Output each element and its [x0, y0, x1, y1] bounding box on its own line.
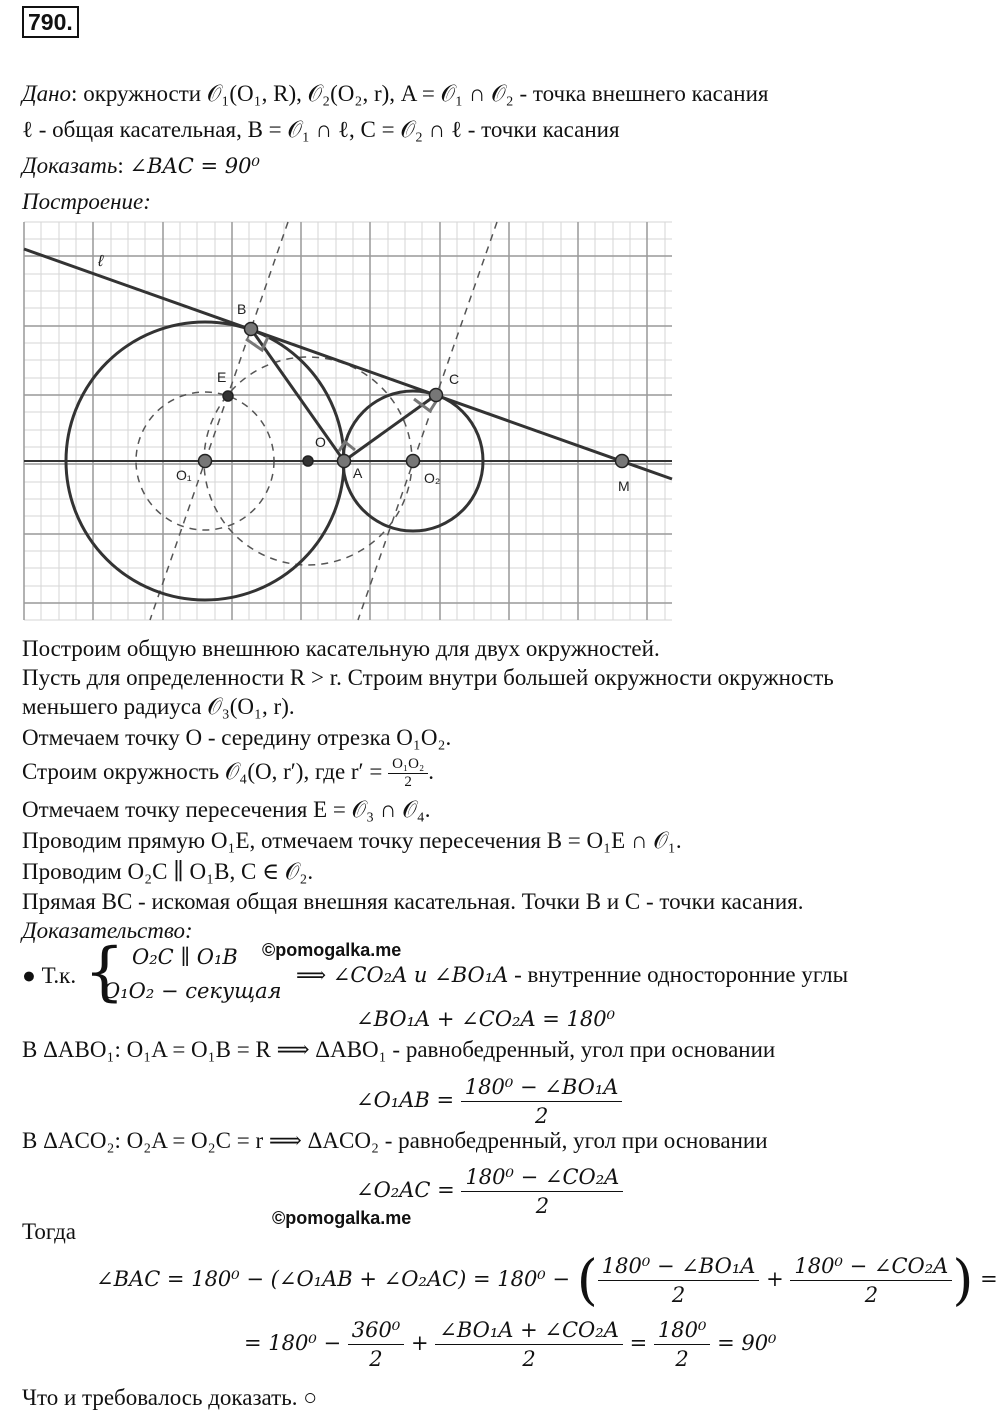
final-1-frac-1 [598, 1252, 760, 1309]
final-2-frac-3 [654, 1316, 711, 1373]
label-a: A [353, 465, 363, 481]
proof-label: Доказательство: [22, 918, 193, 943]
angle-2-lhs: ∠O₂AC = [356, 1178, 455, 1202]
final-2-start: = 180⁰ − [244, 1331, 342, 1355]
given-line-2: ℓ - общая касательная, B = 𝒪₁ ∩ ℓ, C = 𝒪₂ ∩ ℓ - точки касания [22, 117, 620, 142]
label-o: O [315, 434, 326, 450]
angle-1-formula [356, 1070, 622, 1130]
step-2: Пусть для определенности R > r. Строим внутри большей окружности окружность [22, 665, 834, 690]
construction-label: Построение: [22, 189, 151, 214]
implies-expr [296, 960, 848, 990]
prove-statement: ∠BAC = 90⁰ [129, 154, 260, 178]
line-o2c [358, 222, 497, 620]
step-6: Отмечаем точку пересечения E = 𝒪₃ ∩ 𝒪₄. [22, 797, 431, 822]
final-line-1: ∠BAC = 180⁰ − (∠O₁AB + ∠O₂AC) = 180⁰ − ( $\frac{\text{180⁰ − ∠BO₁A}}{2}$ + $\frac{\text{180⁰ − ∠CO₂A}}{2}$ ) = [96, 1248, 998, 1312]
final-2-frac-2 [435, 1316, 623, 1373]
angle-2-den: 2 [535, 1194, 550, 1218]
point-e [223, 391, 233, 401]
final-2-f3-den: 2 [675, 1347, 689, 1371]
step-3: меньшего радиуса 𝒪₃(O₁, r). [22, 694, 295, 719]
final-2-f2-num: ∠BO₁A + ∠CO₂A [435, 1316, 623, 1345]
r-prime-fraction [388, 756, 428, 791]
final-2-frac-1 [348, 1316, 405, 1373]
angle-1-lhs: ∠O₁AB = [356, 1088, 455, 1112]
label-c: C [449, 371, 460, 387]
step-8: Проводим O₂C ∥ O₁B, C ∈ 𝒪₂. [22, 859, 314, 884]
point-c [430, 389, 443, 402]
implies-angles: ⟹ ∠CO₂A и ∠BO₁A [296, 963, 509, 987]
r-prime-num: O₁O₂ [388, 756, 428, 774]
final-2-f3-num: 180⁰ [654, 1316, 711, 1345]
final-2-f1-num: 360⁰ [348, 1316, 405, 1345]
proof-bullet: ● Т.к. [22, 963, 77, 988]
angle-sum: ∠BO₁A + ∠CO₂A = 180⁰ [356, 1007, 616, 1031]
triangle-1: В ΔABO₁: O₁A = O₁B = R ⟹ ΔABO₁ - равнобедренный, угол при основании [22, 1037, 776, 1062]
line-o1e [150, 222, 288, 620]
system-line-2: O₁O₂ − секущая [103, 979, 282, 1003]
watermark-2: ©pomogalka.me [272, 1208, 412, 1228]
final-1-frac-2 [790, 1252, 952, 1309]
r-prime-den: 2 [404, 774, 412, 791]
final-1-eq: = [980, 1267, 998, 1291]
implies-text: - внутренние односторонние углы [508, 962, 849, 987]
given-line-1: Дано: окружности 𝒪₁(O₁, R), 𝒪₂(O₂, r), A = 𝒪₁ ∩ 𝒪₂ - точка внешнего касания [22, 81, 769, 106]
label-m: M [618, 478, 630, 494]
point-o [303, 456, 313, 466]
final-line-2 [244, 1312, 776, 1374]
label-o1: O₁ [176, 467, 192, 483]
watermark-1: ©pomogalka.me [262, 940, 402, 960]
geometry-figure [0, 222, 960, 632]
final-1-plus: + [766, 1267, 784, 1291]
angle-1-den: 2 [534, 1104, 549, 1128]
grid [24, 222, 672, 620]
final-1-f2-num: 180⁰ − ∠CO₂A [790, 1252, 952, 1281]
prove-label: Доказать [22, 153, 118, 178]
step-5-text: Строим окружность 𝒪₄(O, r′), где r′ = [22, 759, 389, 784]
step-9: Прямая BC - искомая общая внешняя касательная. Точки B и C - точки касания. [22, 889, 804, 914]
angle-1-num: 180⁰ − ∠BO₁A [461, 1073, 623, 1102]
final-1-f1-den: 2 [671, 1283, 686, 1307]
step-7: Проводим прямую O₁E, отмечаем точку пересечения B = O₁E ∩ 𝒪₁. [22, 828, 682, 853]
label-e: E [217, 369, 227, 385]
then-label: Тогда [22, 1219, 77, 1244]
final-1-f1-num: 180⁰ − ∠BO₁A [598, 1252, 760, 1281]
point-a [338, 455, 351, 468]
label-l: ℓ [98, 253, 104, 270]
final-2-plus: + [410, 1331, 429, 1355]
qed: Что и требовалось доказать. ○ [22, 1385, 318, 1410]
step-4: Отмечаем точку O - середину отрезка O₁O₂. [22, 725, 452, 750]
angle-2-num: 180⁰ − ∠CO₂A [461, 1163, 623, 1192]
triangle-2: В ΔACO₂: O₂A = O₂C = r ⟹ ΔACO₂ - равнобедренный, угол при основании [22, 1128, 768, 1153]
point-b [245, 323, 258, 336]
step-5: Строим окружность 𝒪₄(O, r′), где r′ = $\frac{\text{O₁O₂}}{2}$ . [22, 756, 434, 791]
system-brace: { [84, 935, 125, 1009]
angle-1-fraction [461, 1073, 623, 1130]
given-label: Дано [22, 81, 72, 106]
problem-number: 790. [22, 6, 79, 38]
point-m [616, 455, 629, 468]
label-o2: O₂ [424, 470, 441, 486]
point-o1 [199, 455, 212, 468]
point-o2 [407, 455, 420, 468]
system-line-1: O₂C ∥ O₁B [132, 945, 238, 969]
final-2-end: = 90⁰ [717, 1331, 777, 1355]
final-1-f2-den: 2 [864, 1283, 879, 1307]
label-b: B [237, 301, 247, 317]
final-2-f2-den: 2 [522, 1347, 536, 1371]
step-1: Построим общую внешнюю касательную для двух окружностей. [22, 636, 660, 661]
given-text-1: окружности 𝒪₁(O₁, R), 𝒪₂(O₂, r), A = 𝒪₁ ∩ 𝒪₂ - точка внешнего касания [83, 81, 769, 106]
proof-label-text: Доказательство [22, 918, 186, 943]
prove-line: Доказать: ∠BAC = 90⁰ [22, 153, 260, 178]
angle-2-fraction [461, 1163, 623, 1220]
final-2-f1-den: 2 [369, 1347, 383, 1371]
final-1-lhs: ∠BAC = 180⁰ − (∠O₁AB + ∠O₂AC) = 180⁰ − [96, 1267, 570, 1291]
final-2-eq: = [629, 1331, 648, 1355]
